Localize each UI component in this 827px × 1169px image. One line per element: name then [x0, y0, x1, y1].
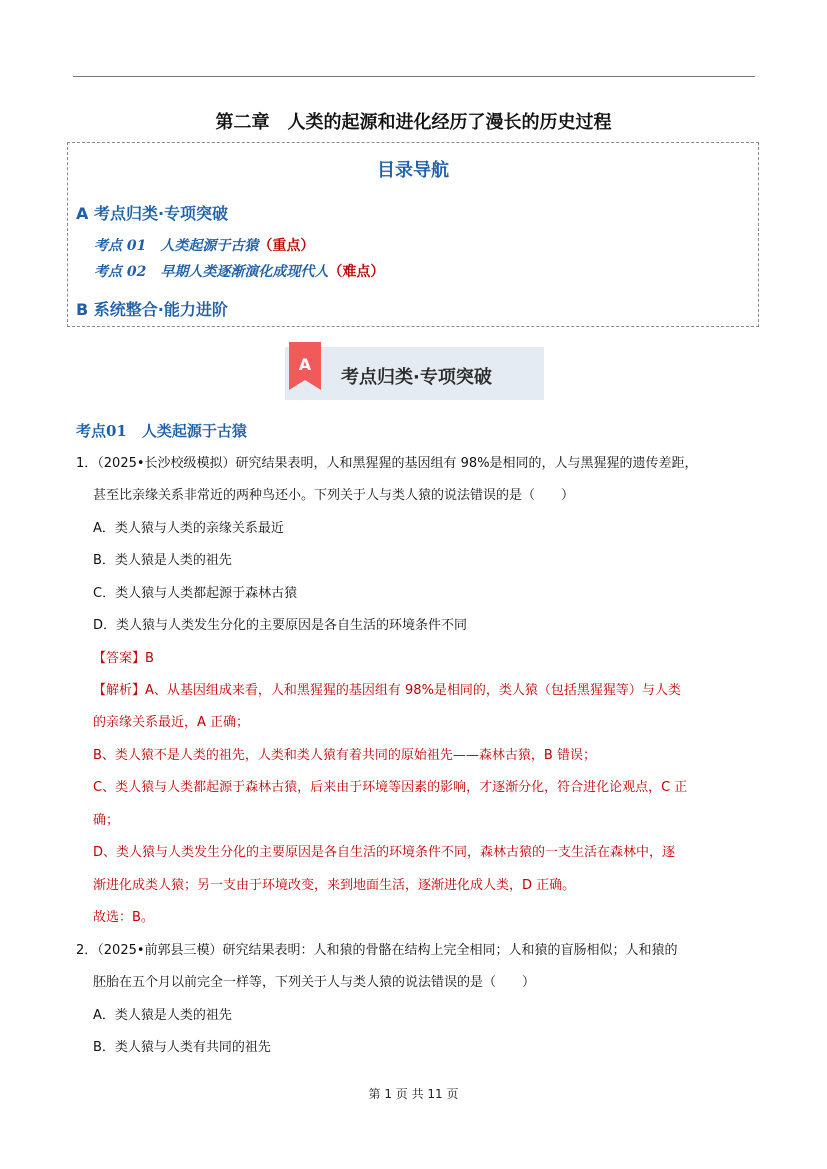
q2-stem-line-1: 2．（2025•前郭县三模）研究结果表明：人和猿的骨骼在结构上完全相同；人和猿的盲肠相似；人和猿的 [76, 943, 678, 958]
toc-item-label: 考点 02 早期人类逐渐演化成现代人 [94, 264, 329, 280]
q1-analysis-line: D、类人猿与人类发生分化的主要原因是各自生活的环境条件不同，森林古猿的一支生活在森林中，逐 [93, 845, 676, 860]
q1-option-b: B．类人猿是人类的祖先 [93, 553, 232, 568]
toc-section-b[interactable]: B 系统整合·能力进阶 [76, 300, 228, 319]
header-rule [73, 76, 755, 77]
q1-answer: 【答案】B [93, 651, 154, 666]
q1-analysis-line: 【解析】A、从基因组成来看，人和黑猩猩的基因组有 98%是相同的，类人猿（包括黑猩猩等）与人类 [93, 683, 681, 698]
q1-analysis-line: C、类人猿与人类都起源于森林古猿，后来由于环境等因素的影响，才逐渐分化，符合进化论观点，C 正 [93, 780, 688, 795]
banner-title: 考点归类·专项突破 [341, 367, 492, 388]
q2-stem-line-2: 胚胎在五个月以前完全一样等，下列关于人与类人猿的说法错误的是（ ） [93, 975, 536, 990]
bookmark-badge-icon [289, 342, 321, 390]
chapter-title: 第二章 人类的起源和进化经历了漫长的历史过程 [215, 112, 612, 133]
section-heading: 考点01 人类起源于古猿 [76, 422, 247, 440]
q1-analysis-line: B、类人猿不是人类的祖先，人类和类人猿有着共同的原始祖先——森林古猿，B 错误； [93, 748, 596, 763]
q2-option-a: A．类人猿是人类的祖先 [93, 1008, 232, 1023]
q1-analysis-line: 渐进化成类人猿；另一支由于环境改变，来到地面生活，逐渐进化成人类，D 正确。 [93, 878, 576, 893]
section-banner [285, 347, 544, 400]
toc-section-a[interactable]: A 考点归类·专项突破 [76, 204, 229, 223]
toc-item-2[interactable] [94, 261, 384, 281]
q1-option-a: A．类人猿与人类的亲缘关系最近 [93, 521, 284, 536]
toc-item-tag: （重点） [258, 238, 315, 254]
toc-item-tag: （难点） [328, 264, 385, 280]
page-footer: 第 1 页 共 11 页 [368, 1087, 459, 1101]
q1-analysis-line: 的亲缘关系最近，A 正确； [93, 715, 250, 730]
q1-stem-line-1: 1．（2025•长沙校级模拟）研究结果表明，人和黑猩猩的基因组有 98%是相同的，人与黑猩猩的遗传差距， [76, 456, 698, 471]
q1-stem-line-2: 甚至比亲缘关系非常近的两种鸟还小。下列关于人与类人猿的说法错误的是（ ） [93, 488, 575, 503]
badge-letter: A [298, 355, 312, 374]
q1-analysis-line: 确； [93, 813, 120, 828]
q2-option-b: B．类人猿与人类有共同的祖先 [93, 1040, 271, 1055]
toc-box [67, 142, 759, 327]
toc-item-1[interactable] [94, 235, 314, 255]
toc-item-label: 考点 01 人类起源于古猿 [94, 238, 259, 254]
q1-conclusion: 故选：B。 [93, 910, 154, 925]
q1-option-d: D．类人猿与人类发生分化的主要原因是各自生活的环境条件不同 [93, 618, 468, 633]
q1-option-c: C．类人猿与人类都起源于森林古猿 [93, 586, 298, 601]
toc-title: 目录导航 [377, 160, 449, 181]
